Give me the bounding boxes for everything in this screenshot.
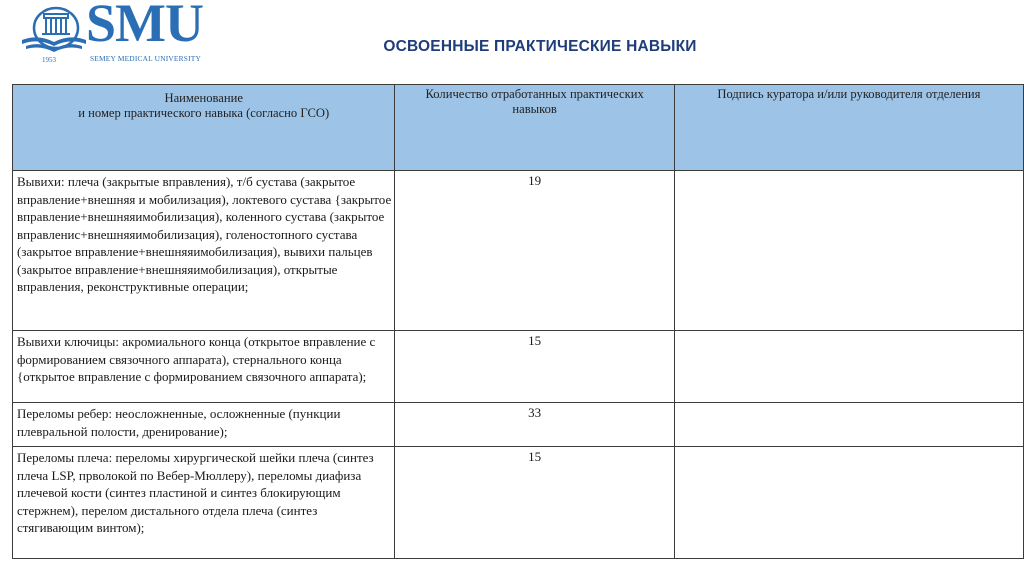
- skill-cell: Переломы ребер: неосложненные, осложненные (пункции плевральной полости, дренирование);: [13, 403, 395, 447]
- column-header-signature: [674, 85, 1023, 171]
- column-header-signature-line1: Подпись куратора и/или руководителя отделения: [717, 87, 981, 101]
- logo-subtitle: SEMEY MEDICAL UNIVERSITY: [90, 54, 201, 63]
- signature-cell: [674, 331, 1023, 403]
- column-header-skill: [13, 85, 395, 171]
- column-header-count-line2: навыков: [512, 102, 557, 116]
- column-header-count: [395, 85, 674, 171]
- column-header-count-line1: Количество отработанных практических: [425, 87, 644, 101]
- count-cell: 15: [395, 331, 674, 403]
- university-emblem-icon: [20, 4, 88, 58]
- university-logo: [20, 2, 240, 68]
- table-row: [13, 171, 1024, 331]
- table-row: [13, 403, 1024, 447]
- count-cell: 33: [395, 403, 674, 447]
- skill-cell: Вывихи ключицы: акромиального конца (открытое вправление с формированием связочного аппарата), стернального конца {открытое вправление с формированием связочного аппарата);: [13, 331, 395, 403]
- skill-cell: Переломы плеча: переломы хирургической шейки плеча (синтез плеча LSP, прволокой по Вебер-Мюллеру), переломы диафиза плечевой кости (синтез пластиной и синтез блокирующим стержнем), перелом дистального отдела плеча (синтез стягивающим винтом);: [13, 447, 395, 559]
- page-title: ОСВОЕННЫЕ ПРАКТИЧЕСКИЕ НАВЫКИ: [383, 38, 697, 55]
- signature-cell: [674, 403, 1023, 447]
- count-cell: 19: [395, 171, 674, 331]
- skill-cell: Вывихи: плеча (закрытые вправления), т/б сустава (закрытое вправление+внешняя и мобилизация), локтевого сустава {закрытое вправление+внешняяимобилизация), коленного сустава (закрытое вправленис+внешняяимобилизация), голеностопного сустава (закрытое вправление+внешняяимобилизация), вывихи пальцев (закрытое вправление+внешняяимобилизация), открытые вправления, реконструктивные операции;: [13, 171, 395, 331]
- table-row: [13, 447, 1024, 559]
- table-row: [13, 331, 1024, 403]
- skills-table: [12, 84, 1024, 559]
- logo-year: 1953: [42, 56, 56, 64]
- count-cell: 15: [395, 447, 674, 559]
- table-header-row: [13, 85, 1024, 171]
- logo-wordmark: SMU: [86, 0, 203, 53]
- column-header-skill-line2: и номер практического навыка (согласно ГСО): [78, 106, 330, 120]
- signature-cell: [674, 447, 1023, 559]
- column-header-skill-line1: Наименование: [164, 91, 243, 105]
- signature-cell: [674, 171, 1023, 331]
